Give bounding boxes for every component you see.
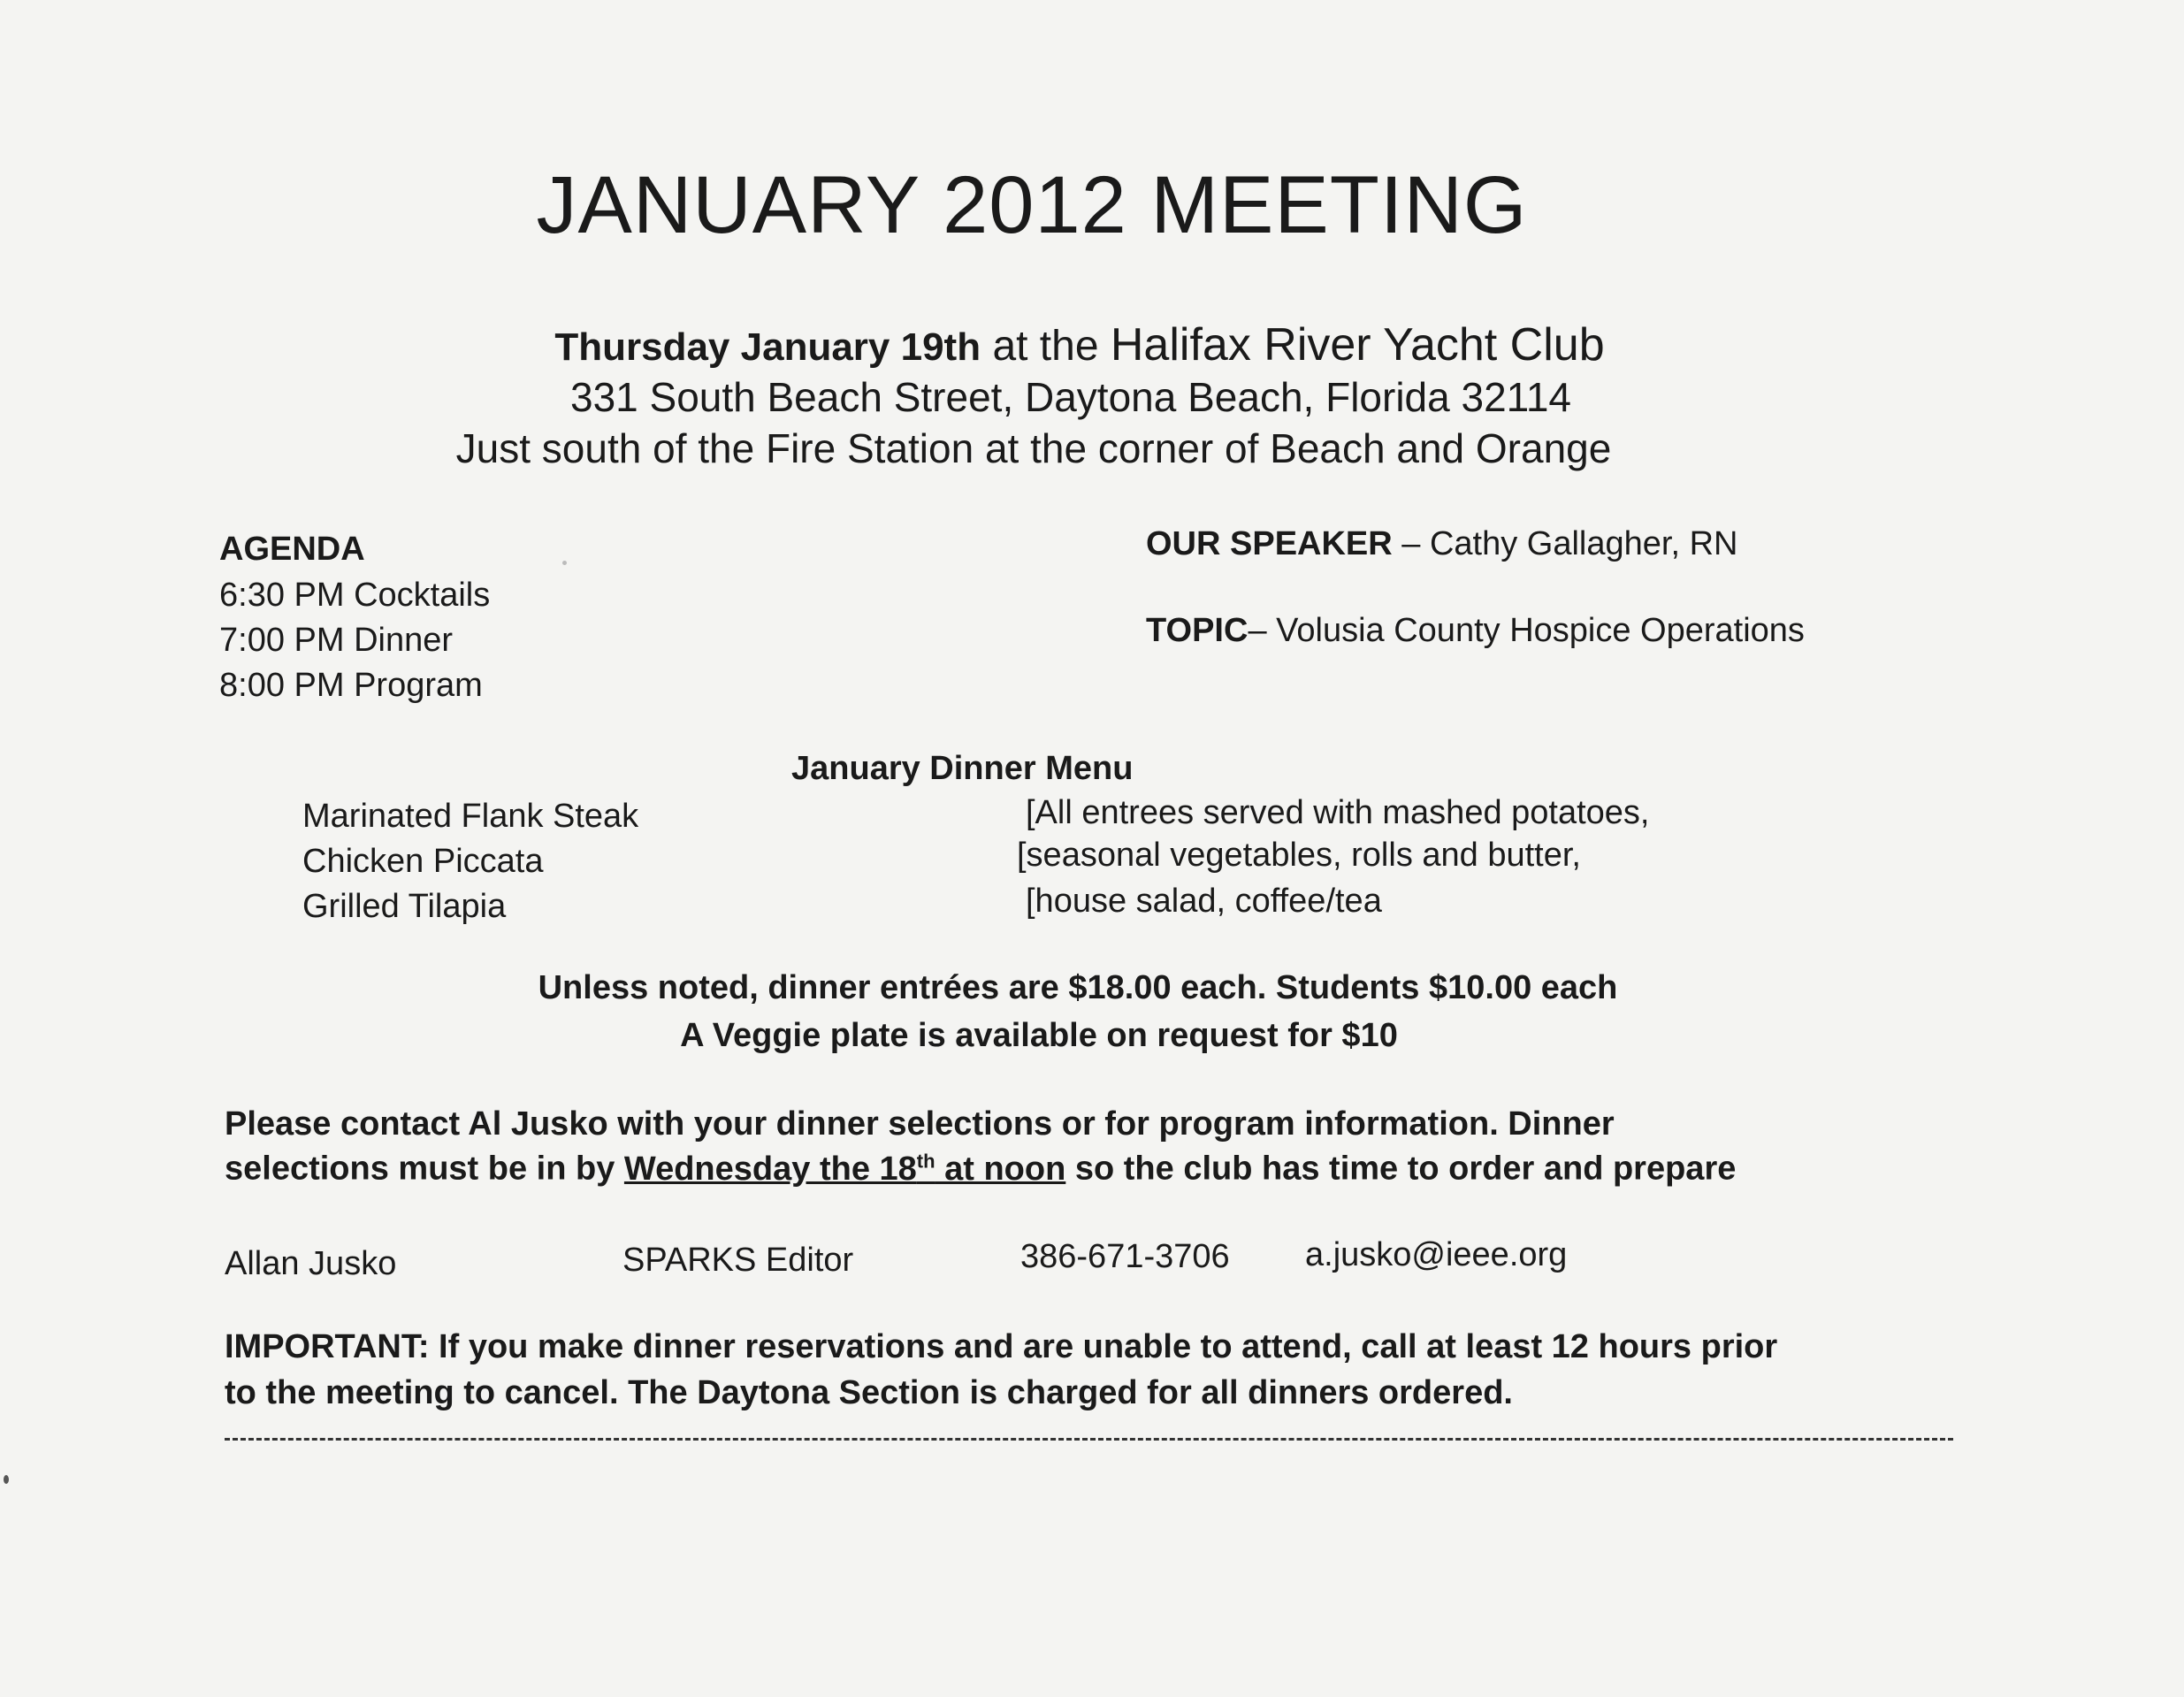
agenda-heading: AGENDA (219, 531, 365, 568)
speaker-line (1146, 525, 1737, 563)
pricing-line: Unless noted, dinner entrées are $18.00 each. Students $10.00 each (538, 969, 1618, 1006)
important-line2: to the meeting to cancel. The Daytona Section is charged for all dinners ordered. (225, 1374, 1513, 1411)
contact-role: SPARKS Editor (622, 1242, 854, 1279)
speaker-name: Cathy Gallagher, RN (1429, 525, 1738, 562)
contact-phone: 386-671-3706 (1020, 1238, 1230, 1275)
venue-name: Halifax River Yacht Club (1110, 319, 1605, 371)
contact-note-line1: Please contact Al Jusko with your dinner selections or for program information. Dinner (225, 1105, 1615, 1143)
menu-item: Marinated Flank Steak (302, 798, 639, 835)
page-title: JANUARY 2012 MEETING (536, 160, 1528, 250)
contact-name: Allan Jusko (225, 1245, 397, 1282)
contact-note-post: so the club has time to order and prepare (1065, 1150, 1737, 1188)
speaker-label: OUR SPEAKER (1146, 525, 1393, 562)
topic-text: Volusia County Hospice Operations (1276, 612, 1805, 649)
contact-note-pre: selections must be in by (225, 1150, 624, 1188)
meeting-date-venue (0, 318, 2172, 371)
at-the-text: at the (992, 323, 1099, 370)
deadline-text (624, 1150, 1065, 1188)
topic-label: TOPIC (1146, 612, 1249, 649)
scan-speck (4, 1475, 9, 1484)
deadline-time: at noon (935, 1150, 1066, 1188)
scan-speck (562, 561, 567, 565)
menu-item: Chicken Piccata (302, 843, 544, 880)
menu-note: [house salad, coffee/tea (1026, 883, 1382, 920)
menu-item: Grilled Tilapia (302, 888, 507, 925)
deadline-suffix: th (916, 1150, 935, 1172)
deadline-day: Wednesday the 18 (623, 1150, 917, 1188)
topic-line (1146, 612, 1805, 650)
agenda-item: 6:30 PM Cocktails (219, 577, 491, 614)
important-line1: IMPORTANT: If you make dinner reservations and are unable to attend, call at least 12 hours prior (225, 1328, 1778, 1365)
menu-note: [All entrees served with mashed potatoes, (1026, 794, 1650, 831)
contact-note-line2 (225, 1150, 1736, 1189)
menu-heading: January Dinner Menu (791, 750, 1134, 787)
venue-address: 331 South Beach Street, Daytona Beach, Florida 32114 (569, 374, 1571, 420)
speaker-separator: – (1392, 525, 1430, 562)
contact-email: a.jusko@ieee.org (1305, 1236, 1568, 1273)
veggie-line: A Veggie plate is available on request for $10 (680, 1017, 1398, 1054)
meeting-date: Thursday January 19th (554, 325, 981, 369)
topic-separator: – (1248, 612, 1277, 649)
venue-directions: Just south of the Fire Station at the corner of Beach and Orange (455, 425, 1612, 471)
cut-line-divider (225, 1438, 1953, 1441)
menu-note: [seasonal vegetables, rolls and butter, (1017, 837, 1581, 874)
agenda-item: 8:00 PM Program (219, 667, 483, 704)
agenda-item: 7:00 PM Dinner (219, 622, 454, 659)
